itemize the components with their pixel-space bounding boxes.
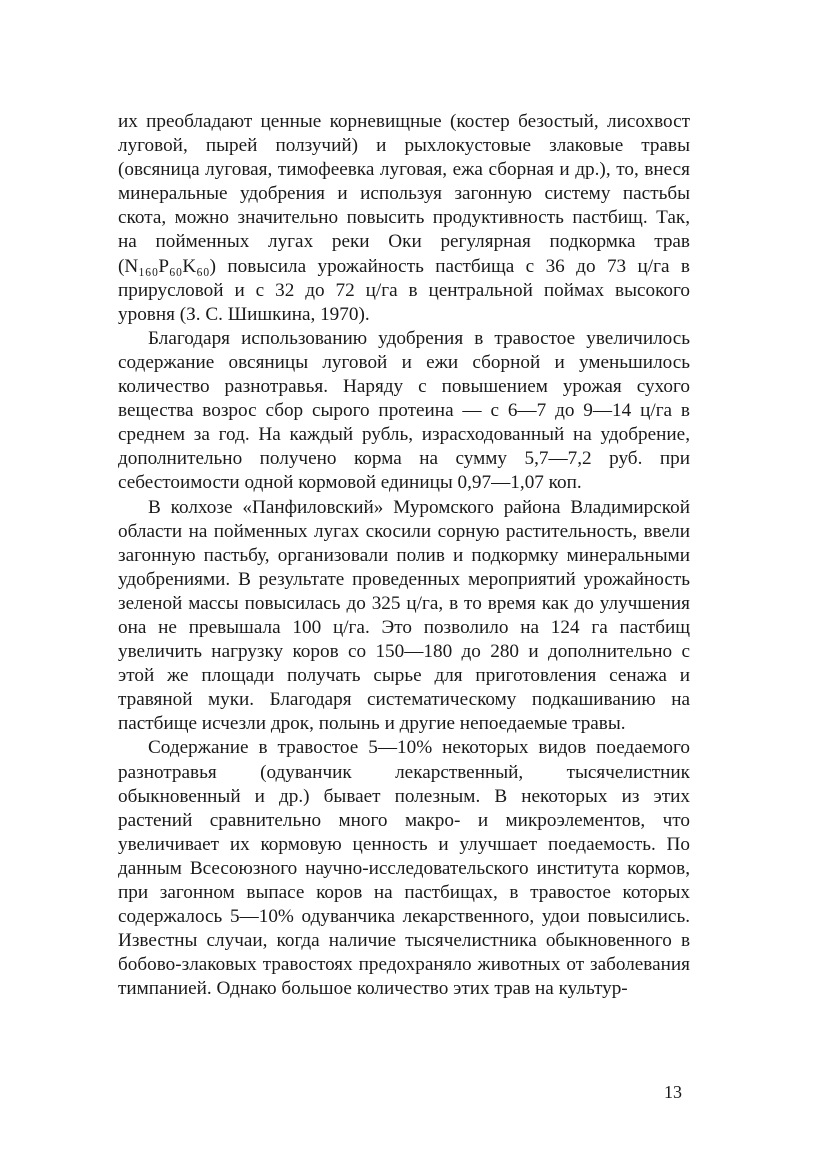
paragraph-3: В колхозе «Панфиловский» Муромского района Владимирской области на пойменных лугах скосили сорную растительность, ввели загонную пастьбу, организовали полив и подкормку минеральными удобрениями. В результате проведенных мероприятий урожайность зеленой массы повысилась до 325 ц/га, в то время как до улучшения она не превышала 100 ц/га. Это позволило на 124 га пастбищ увеличить нагрузку коров со 150—180 до 280 и дополнительно с этой же площади получать сырье для приготовления сенажа и травяной муки. Благодаря систематическому подкашиванию на пастбище исчезли дрок, полынь и другие непоедаемые травы. [118,496,690,735]
page-number: 13 [664,1082,682,1102]
paragraph-1: их преобладают ценные корневищные (костер безостый, лисохвост луговой, пырей ползучий) и рыхлокустовые злаковые травы (овсяница луговая, тимофеевка луговая, ежа сборная и др.), то, внеся минеральные удобрения и используя загонную систему пастьбы скота, можно значительно повысить продуктивность пастбищ. Так, на пойменных лугах реки Оки регулярная подкормка трав (N₁₆₀P₆₀K₆₀) повысила урожайность пастбища с 36 до 73 ц/га в прирусловой и с 32 до 72 ц/га в центральной поймах высокого уровня (З. С. Шишкина, 1970). [118,111,690,325]
paragraph-2: Благодаря использованию удобрения в травостое увеличилось содержание овсяницы луговой и ежи сборной и уменьшилось количество разнотравья. Наряду с повышением урожая сухого вещества возрос сбор сырого протеина — с 6—7 до 9—14 ц/га в среднем за год. На каждый рубль, израсходованный на удобрение, дополнительно получено корма на сумму 5,7—7,2 руб. при себестоимости одной кормовой единицы 0,97—1,07 коп. [118,327,690,494]
page-text [118,110,690,1001]
paragraph-4: Содержание в травостое 5—10% некоторых видов поедаемого разнотравья (одуванчик лекарственный, тысячелистник обыкновенный и др.) бывает полезным. В некоторых из этих растений сравнительно много макро- и микроэлементов, что увеличивает их кормовую ценность и улучшает поедаемость. По данным Всесоюзного научно-исследовательского института кормов, при загонном выпасе коров на пастбищах, в травостое которых содержалось 5—10% одуванчика лекарственного, удои повысились. Известны случаи, когда наличие тысячелистника обыкновенного в бобово-злаковых травостоях предохраняло животных от заболевания тимпанией. Однако большое количество этих трав на культур- [118,737,690,1000]
